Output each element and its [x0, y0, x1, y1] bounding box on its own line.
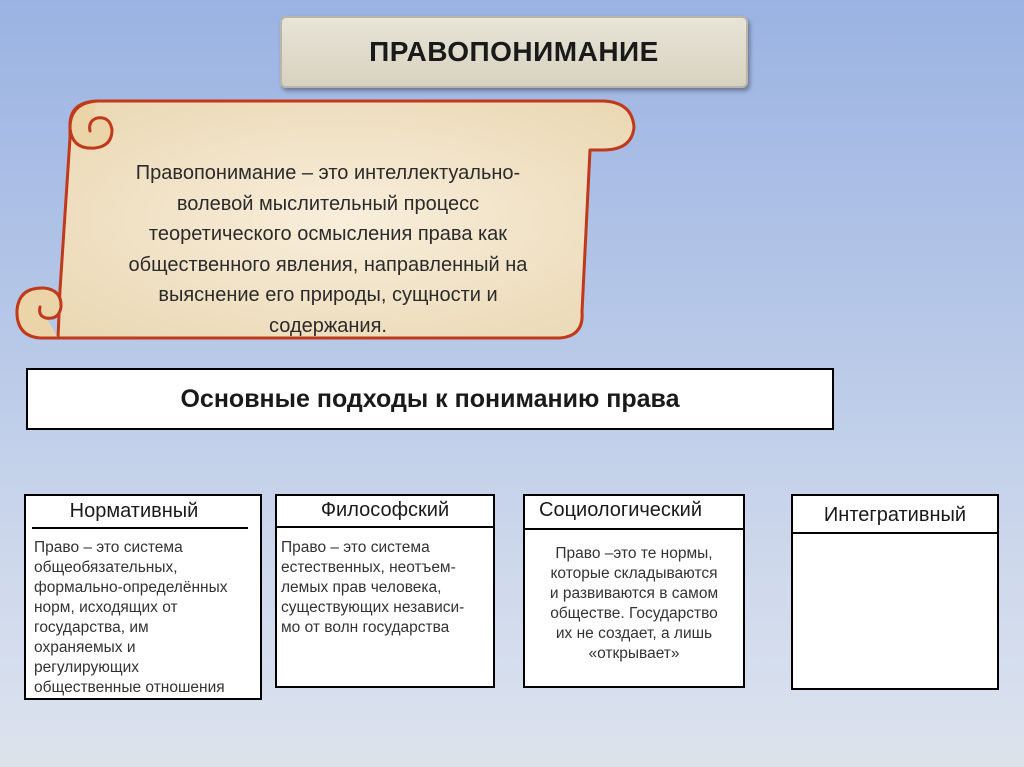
approach-divider	[32, 527, 248, 529]
description-line: Право –это те нормы,	[555, 545, 713, 562]
description-line: мо от волн государства	[281, 619, 450, 636]
approach-divider	[277, 526, 493, 528]
definition-line: общественного явления, направленный на	[128, 253, 528, 276]
description-line: охраняемых и	[34, 639, 136, 656]
definition-line: содержания.	[269, 314, 387, 337]
approach-card-integrative	[791, 494, 999, 690]
approach-description	[34, 538, 227, 698]
description-line: формально-определённых	[34, 579, 228, 596]
description-line: обществе. Государство	[550, 605, 718, 622]
description-line: их не создает, а лишь	[555, 625, 713, 642]
scroll-curl-bottom	[17, 288, 61, 338]
description-line: и развиваются в самом	[549, 585, 719, 602]
definition-line: теоретического осмысления права как	[148, 223, 508, 245]
approach-title: Интегративный	[823, 504, 967, 526]
description-line: которые складываются	[550, 565, 718, 582]
approach-card-normative	[24, 494, 262, 700]
approach-description	[281, 538, 464, 638]
description-line: норм, исходящих от	[34, 599, 178, 616]
description-line: существующих независи-	[281, 599, 465, 616]
description-line: общеобязательных,	[34, 559, 178, 576]
description-line: Право – это система	[34, 539, 183, 556]
description-line: естественных, неотъем-	[281, 559, 456, 576]
definition-line: выяснение его природы, сущности и	[158, 284, 498, 306]
description-line: общественные отношения	[34, 679, 225, 696]
approaches-heading: Основные подходы к пониманию права	[26, 368, 834, 430]
definition-text	[80, 158, 576, 341]
description-line: государства, им	[34, 619, 149, 636]
approach-description	[525, 544, 743, 664]
approach-divider	[793, 532, 997, 534]
approach-title: Философский	[320, 499, 450, 521]
approach-title: Нормативный	[69, 500, 199, 522]
approach-card-philosophical	[275, 494, 495, 688]
definition-line: волевой мыслительный процесс	[176, 192, 480, 215]
description-line: «открывает»	[588, 645, 680, 662]
description-line: регулирующих	[34, 659, 139, 676]
description-line: лемых прав человека,	[281, 579, 442, 596]
approach-divider	[525, 528, 743, 530]
description-line: Право – это система	[281, 539, 430, 556]
approach-card-sociological	[523, 494, 745, 688]
approach-title: Социологический	[539, 499, 702, 521]
definition-line: Правопонимание – это интеллектуально-	[135, 162, 521, 184]
page-title: ПРАВОПОНИМАНИЕ	[280, 16, 748, 88]
